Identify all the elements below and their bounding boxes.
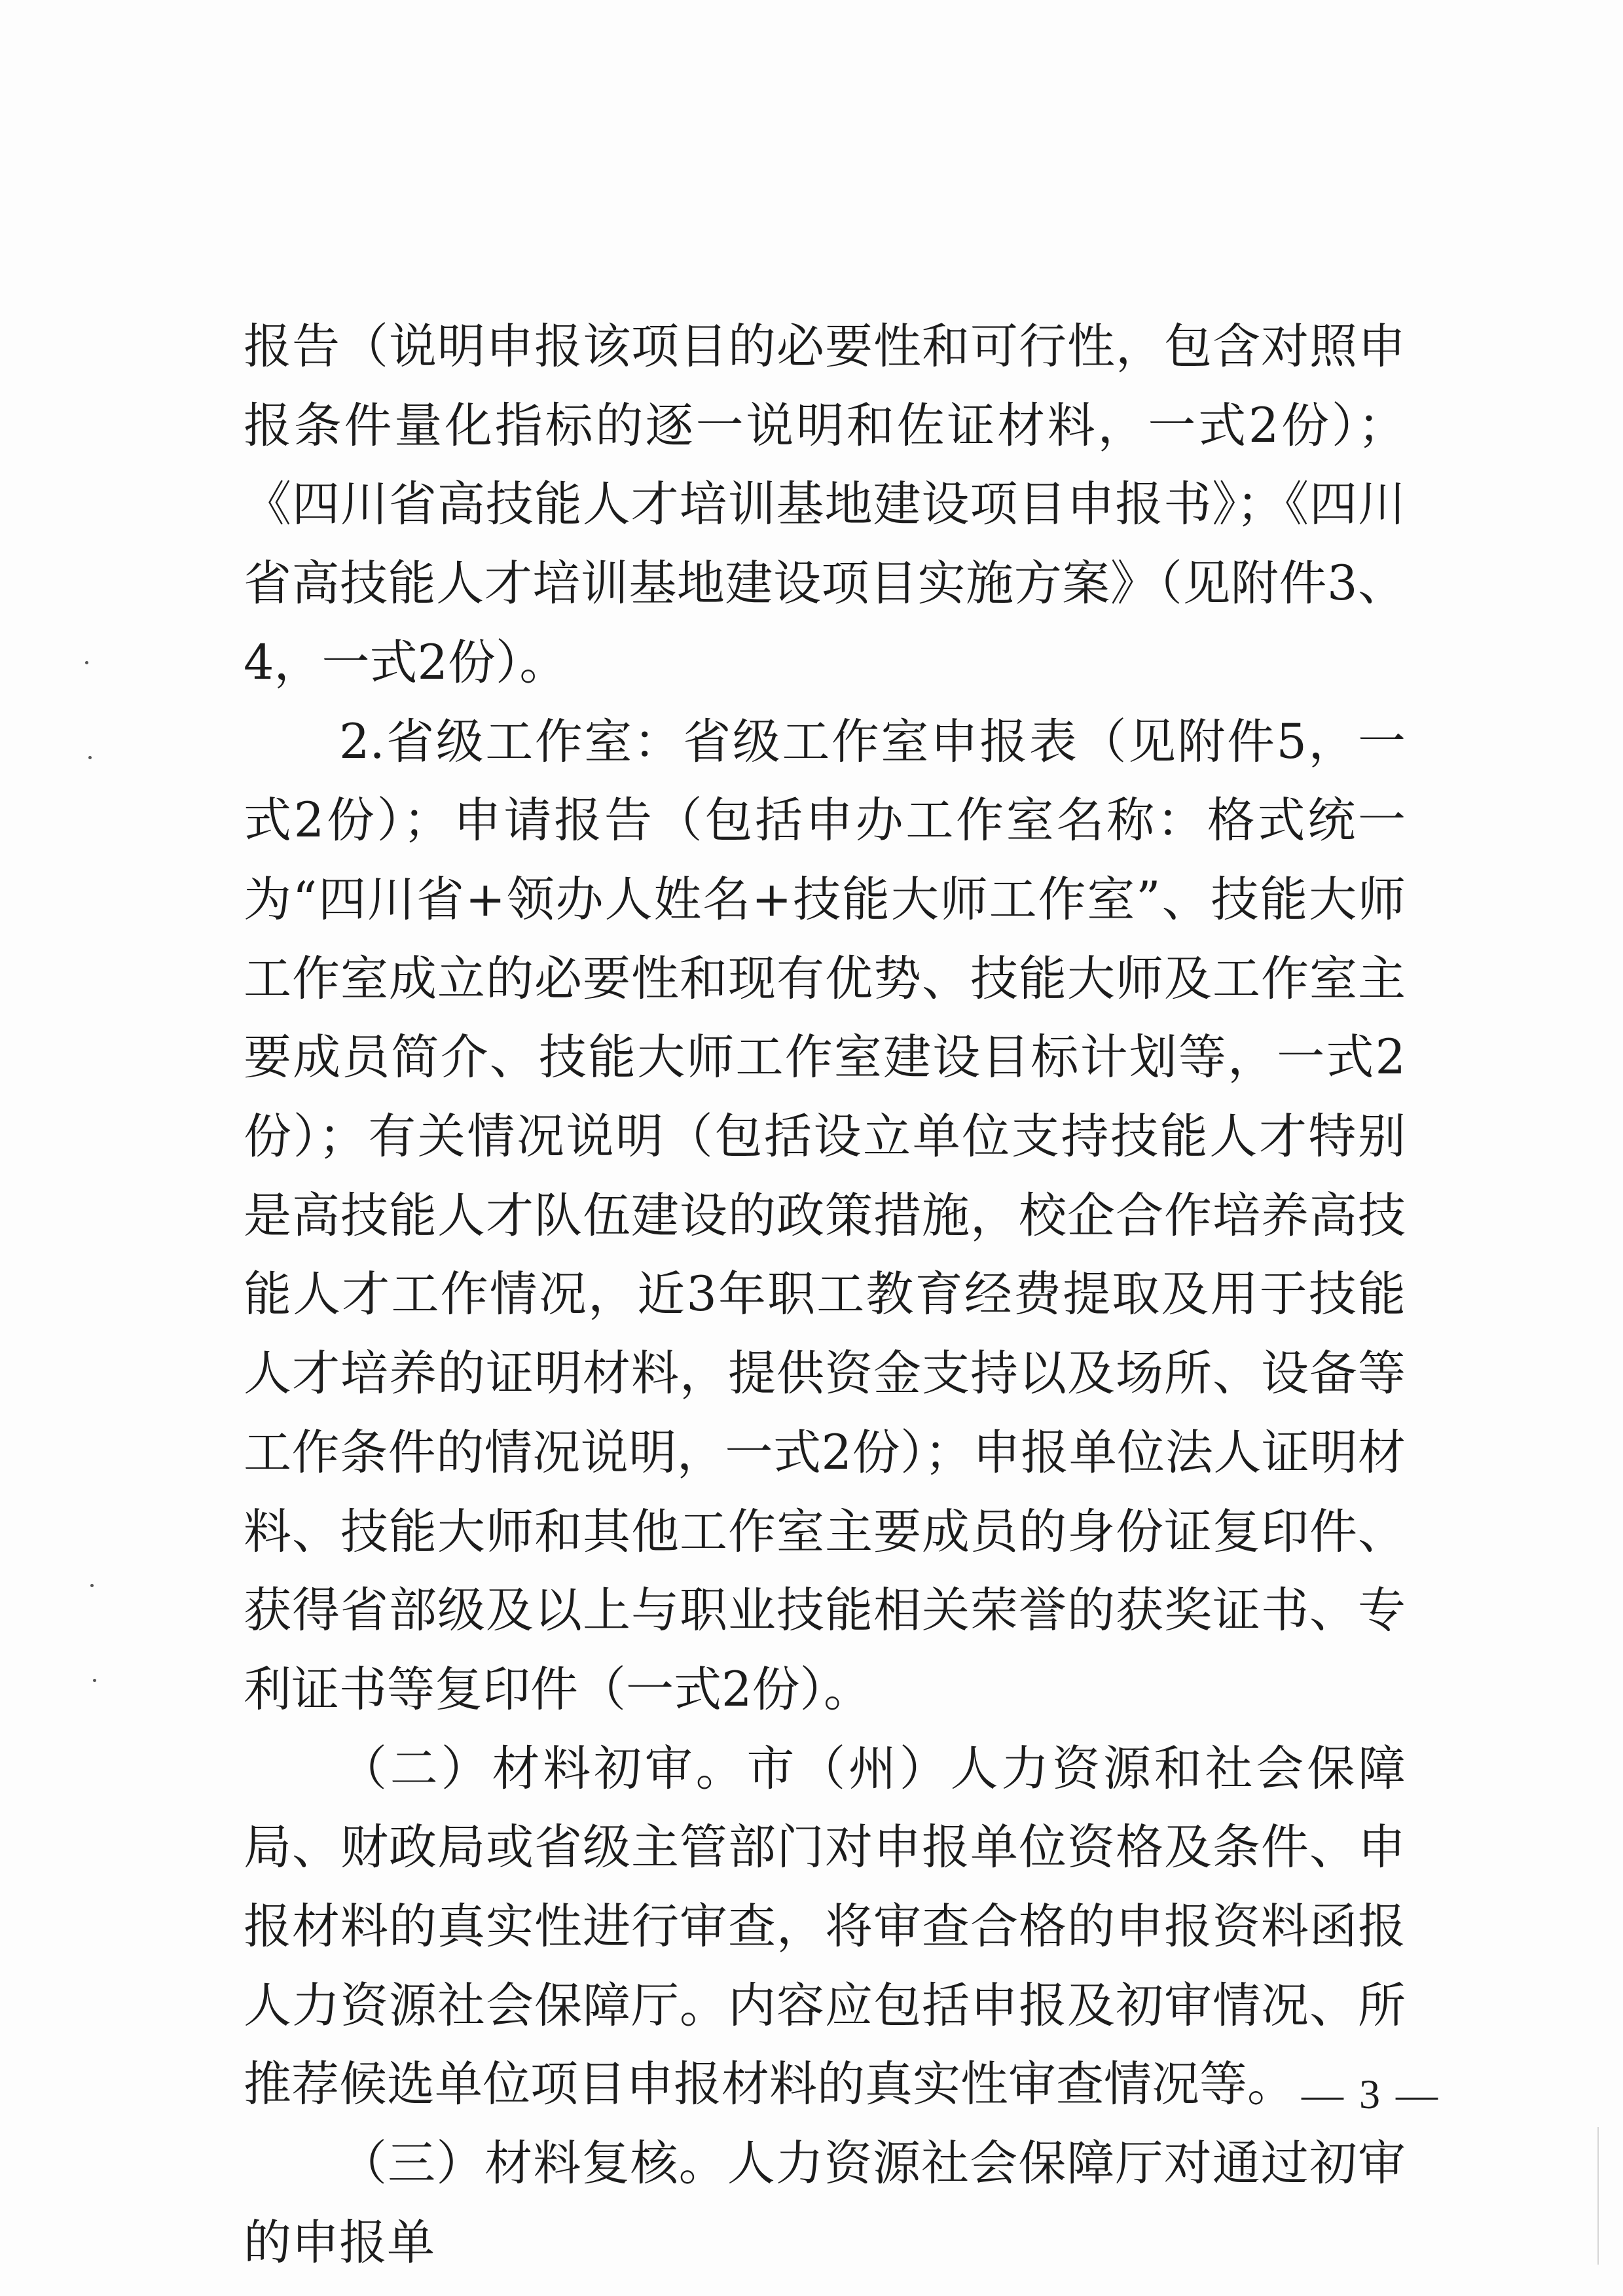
margin-speck [93, 1679, 96, 1682]
margin-speck [88, 756, 92, 759]
paragraph-continuation: 报告（说明申报该项目的必要性和可行性，包含对照申报条件量化指标的逐一说明和佐证材料，一式2份）；《四川省高技能人才培训基地建设项目申报书》；《四川省高技能人才培训基地建设项目实施方案》（见附件3、4，一式2份）。 [244, 319, 1406, 691]
body-text [244, 308, 1406, 2283]
margin-speck [90, 1584, 94, 1587]
paragraph-provincial-studio: 2.省级工作室：省级工作室申报表（见附件5，一式2份）；申请报告（包括申办工作室名称：格式统一为“四川省+领办人姓名+技能大师工作室”、技能大师工作室成立的必要性和现有优势、技能大师及工作室主要成员简介、技能大师工作室建设目标计划等，一式2份）；有关情况说明（包括设立单位支持技能人才特别是高技能人才队伍建设的政策措施，校企合作培养高技能人才工作情况，近3年职工教育经费提取及用于技能人才培养的证明材料，提供资金支持以及场所、设备等工作条件的情况说明，一式2份）；申报单位法人证明材料、技能大师和其他工作室主要成员的身份证复印件、获得省部级及以上与职业技能相关荣誉的获奖证书、专利证书等复印件（一式2份）。 [244, 713, 1406, 1717]
page-number: — 3 — [1302, 2071, 1440, 2117]
scan-edge-line [1597, 2127, 1599, 2265]
paragraph-material-recheck: （三）材料复核。人力资源社会保障厅对通过初审的申报单 [244, 2136, 1406, 2270]
paragraph-initial-review: （二）材料初审。市（州）人力资源和社会保障局、财政局或省级主管部门对申报单位资格及条件、申报材料的真实性进行审查，将审查合格的申报资料函报人力资源社会保障厅。内容应包括申报及初审情况、所推荐候选单位项目申报材料的真实性审查情况等。 [244, 1740, 1406, 2113]
margin-speck [85, 661, 88, 664]
